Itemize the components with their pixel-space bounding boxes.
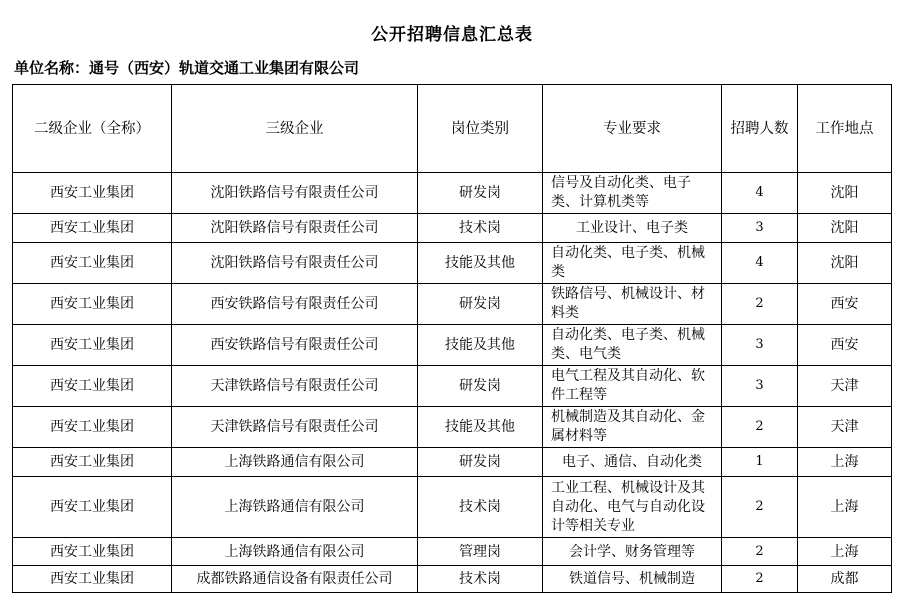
cell-major-requirements: 工业设计、电子类 — [543, 214, 722, 243]
cell-tertiary-enterprise: 成都铁路通信设备有限责任公司 — [172, 566, 418, 593]
cell-secondary-enterprise: 西安工业集团 — [13, 243, 172, 284]
cell-headcount: 1 — [722, 448, 798, 477]
cell-position-category: 技术岗 — [418, 214, 543, 243]
header-work-location: 工作地点 — [798, 85, 892, 173]
cell-work-location: 西安 — [798, 284, 892, 325]
cell-work-location: 上海 — [798, 477, 892, 538]
page-title: 公开招聘信息汇总表 — [371, 25, 533, 45]
cell-secondary-enterprise: 西安工业集团 — [13, 407, 172, 448]
cell-major-requirements: 电气工程及其自动化、软件工程等 — [543, 366, 722, 407]
cell-position-category: 研发岗 — [418, 448, 543, 477]
cell-major-requirements: 会计学、财务管理等 — [543, 538, 722, 566]
cell-tertiary-enterprise: 西安铁路信号有限责任公司 — [172, 325, 418, 366]
header-tertiary-enterprise: 三级企业 — [172, 85, 418, 173]
cell-work-location: 沈阳 — [798, 243, 892, 284]
cell-headcount: 3 — [722, 325, 798, 366]
table-row — [13, 325, 892, 366]
header-headcount: 招聘人数 — [722, 85, 798, 173]
cell-headcount: 2 — [722, 538, 798, 566]
table-row — [13, 566, 892, 593]
cell-tertiary-enterprise: 天津铁路信号有限责任公司 — [172, 407, 418, 448]
cell-position-category: 研发岗 — [418, 366, 543, 407]
cell-position-category: 研发岗 — [418, 173, 543, 214]
cell-secondary-enterprise: 西安工业集团 — [13, 214, 172, 243]
cell-position-category: 技能及其他 — [418, 407, 543, 448]
table-row — [13, 366, 892, 407]
table-row — [13, 477, 892, 538]
cell-major-requirements: 工业工程、机械设计及其自动化、电气与自动化设计等相关专业 — [543, 477, 722, 538]
cell-position-category: 技术岗 — [418, 477, 543, 538]
cell-headcount: 4 — [722, 243, 798, 284]
cell-work-location: 上海 — [798, 538, 892, 566]
table-row — [13, 538, 892, 566]
cell-work-location: 成都 — [798, 566, 892, 593]
cell-tertiary-enterprise: 沈阳铁路信号有限责任公司 — [172, 243, 418, 284]
cell-major-requirements: 自动化类、电子类、机械类、电气类 — [543, 325, 722, 366]
table-row — [13, 214, 892, 243]
cell-major-requirements: 自动化类、电子类、机械类 — [543, 243, 722, 284]
cell-headcount: 2 — [722, 566, 798, 593]
cell-position-category: 技能及其他 — [418, 243, 543, 284]
cell-secondary-enterprise: 西安工业集团 — [13, 366, 172, 407]
cell-work-location: 上海 — [798, 448, 892, 477]
cell-secondary-enterprise: 西安工业集团 — [13, 477, 172, 538]
cell-tertiary-enterprise: 上海铁路通信有限公司 — [172, 448, 418, 477]
cell-tertiary-enterprise: 沈阳铁路信号有限责任公司 — [172, 173, 418, 214]
cell-secondary-enterprise: 西安工业集团 — [13, 284, 172, 325]
cell-tertiary-enterprise: 天津铁路信号有限责任公司 — [172, 366, 418, 407]
cell-work-location: 天津 — [798, 407, 892, 448]
cell-secondary-enterprise: 西安工业集团 — [13, 325, 172, 366]
table-row — [13, 448, 892, 477]
cell-work-location: 天津 — [798, 366, 892, 407]
cell-tertiary-enterprise: 沈阳铁路信号有限责任公司 — [172, 214, 418, 243]
cell-major-requirements: 电子、通信、自动化类 — [543, 448, 722, 477]
cell-secondary-enterprise: 西安工业集团 — [13, 566, 172, 593]
cell-secondary-enterprise: 西安工业集团 — [13, 538, 172, 566]
cell-major-requirements: 机械制造及其自动化、金属材料等 — [543, 407, 722, 448]
table-row — [13, 407, 892, 448]
header-major-requirements: 专业要求 — [543, 85, 722, 173]
cell-position-category: 研发岗 — [418, 284, 543, 325]
cell-headcount: 2 — [722, 477, 798, 538]
cell-headcount: 2 — [722, 284, 798, 325]
header-secondary-enterprise: 二级企业（全称） — [13, 85, 172, 173]
unit-name-line: 单位名称：通号（西安）轨道交通工业集团有限公司 — [14, 59, 360, 77]
cell-position-category: 技能及其他 — [418, 325, 543, 366]
table-row — [13, 243, 892, 284]
table-header-row — [13, 85, 892, 173]
recruitment-table — [12, 84, 892, 593]
cell-major-requirements: 铁路信号、机械设计、材料类 — [543, 284, 722, 325]
cell-major-requirements: 信号及自动化类、电子类、计算机类等 — [543, 173, 722, 214]
cell-tertiary-enterprise: 西安铁路信号有限责任公司 — [172, 284, 418, 325]
table-row — [13, 173, 892, 214]
cell-headcount: 3 — [722, 214, 798, 243]
cell-position-category: 管理岗 — [418, 538, 543, 566]
cell-work-location: 沈阳 — [798, 173, 892, 214]
cell-secondary-enterprise: 西安工业集团 — [13, 173, 172, 214]
cell-major-requirements: 铁道信号、机械制造 — [543, 566, 722, 593]
cell-work-location: 西安 — [798, 325, 892, 366]
cell-headcount: 2 — [722, 407, 798, 448]
cell-tertiary-enterprise: 上海铁路通信有限公司 — [172, 477, 418, 538]
cell-headcount: 4 — [722, 173, 798, 214]
cell-work-location: 沈阳 — [798, 214, 892, 243]
cell-headcount: 3 — [722, 366, 798, 407]
table-row — [13, 284, 892, 325]
cell-position-category: 技术岗 — [418, 566, 543, 593]
header-position-category: 岗位类别 — [418, 85, 543, 173]
cell-tertiary-enterprise: 上海铁路通信有限公司 — [172, 538, 418, 566]
cell-secondary-enterprise: 西安工业集团 — [13, 448, 172, 477]
